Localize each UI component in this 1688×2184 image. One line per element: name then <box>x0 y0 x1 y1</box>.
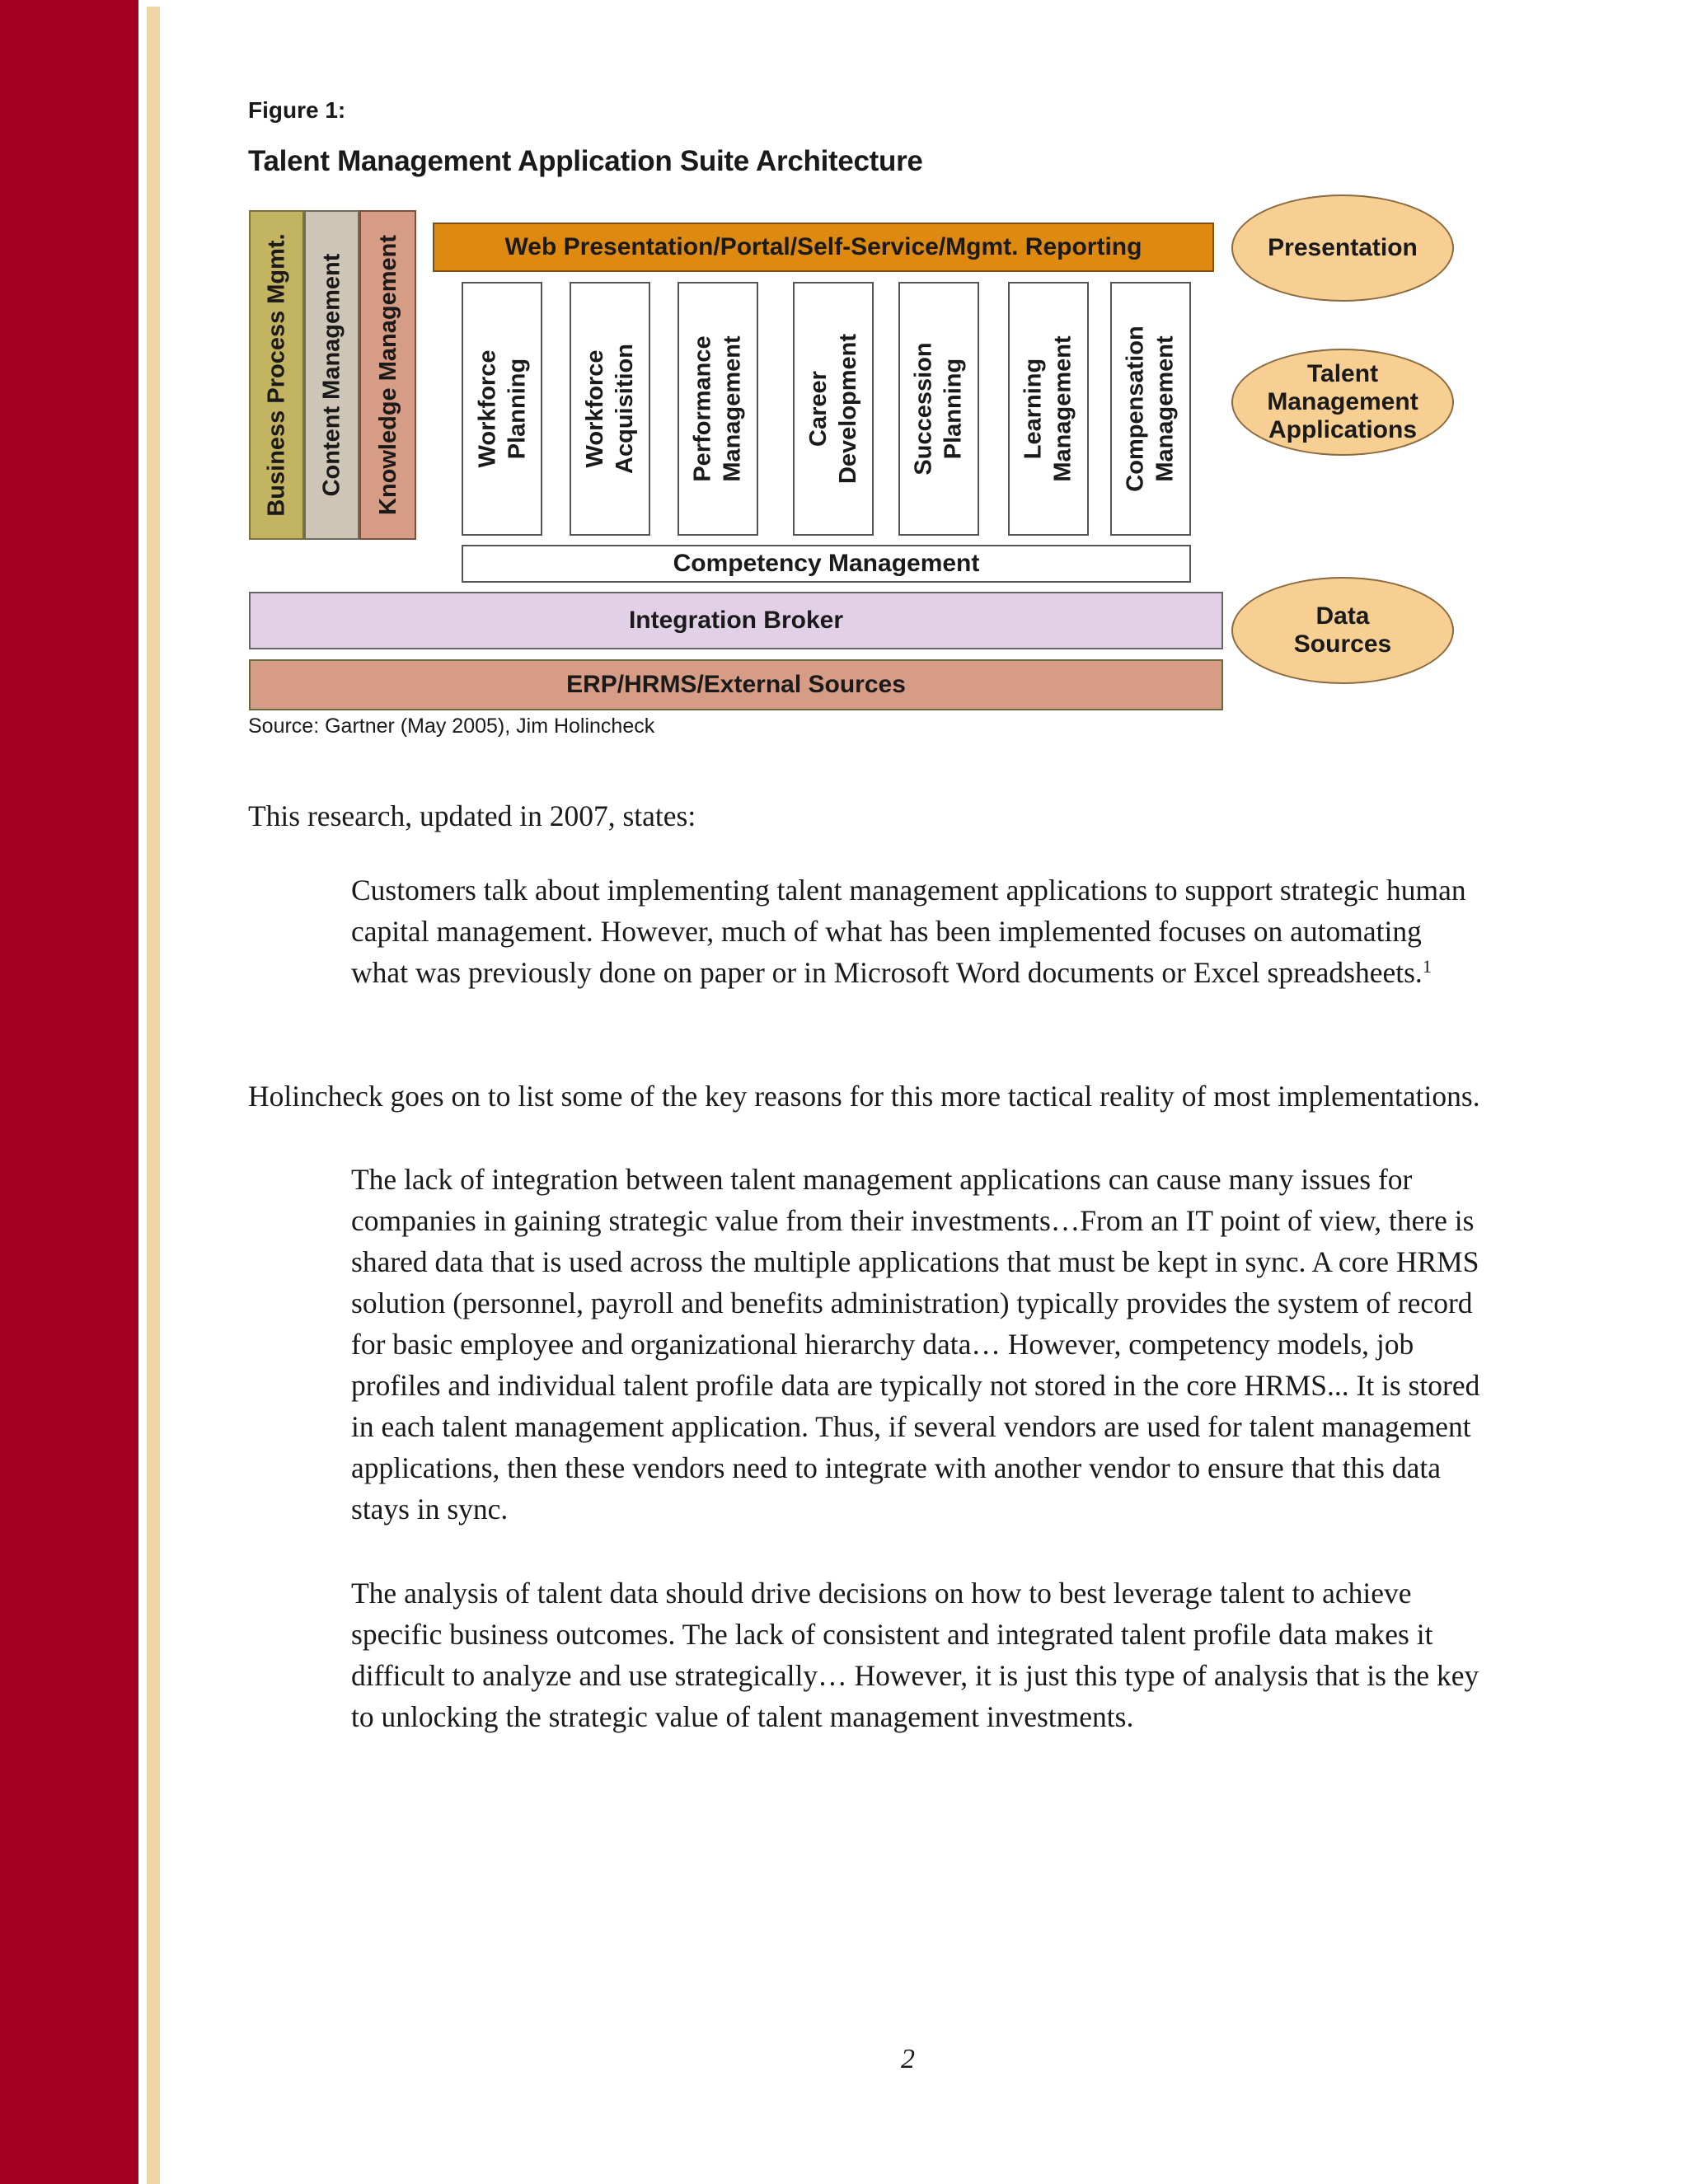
quote-1-text: Customers talk about implementing talent management applications to support strategic human capital management. However, much of what has been implemented focuses on automating what was previously done on paper or in Microsoft Word documents or Excel spreadsheets. <box>351 874 1466 989</box>
side-column-label: Content Management <box>318 253 345 497</box>
app-label: Performance Management <box>690 335 746 482</box>
app-label: Workforce Planning <box>474 349 531 468</box>
app-succession-planning <box>898 282 979 536</box>
erp-sources-bar: ERP/HRMS/External Sources <box>249 659 1223 710</box>
oval-data-sources: Data Sources <box>1231 577 1454 684</box>
web-presentation-bar: Web Presentation/Portal/Self-Service/Mgmt. Reporting <box>433 223 1214 272</box>
side-column-knowledge-management <box>359 210 416 540</box>
app-compensation-management <box>1110 282 1191 536</box>
left-beige-stripe <box>147 7 160 2184</box>
app-label: Succession Planning <box>911 342 967 476</box>
oval-talent-management-applications: Talent Management Applications <box>1231 349 1454 456</box>
figure-label: Figure 1: <box>248 97 346 123</box>
left-red-band <box>0 0 138 2184</box>
app-career-development <box>793 282 874 536</box>
app-label: Career Development <box>805 333 862 485</box>
side-column-business-process <box>249 210 304 540</box>
integration-broker-bar: Integration Broker <box>249 592 1223 649</box>
side-column-content-management <box>304 210 359 540</box>
app-label: Compensation Management <box>1123 326 1179 492</box>
app-label: Learning Management <box>1020 335 1077 482</box>
quote-block-2: The lack of integration between talent management applications can cause many issues for companies in gaining strategic value from their investments…From an IT point of view, there is shared data that is used across the multiple applications that must be kept in sync. A core HRMS solution (personnel, payroll and benefits administration) typically provides the system of record for basic employee and organizational hierarchy data… However, competency models, job profiles and individual talent profile data are typically not stored in the core HRMS... It is stored in each talent management application. Thus, if several vendors are used for talent management applications, then these vendors need to integrate with another vendor to ensure that this data stays in sync. <box>351 1163 1480 1526</box>
side-column-label: Business Process Mgmt. <box>263 233 290 517</box>
app-label: Workforce Acquisition <box>582 344 639 474</box>
page-number: 2 <box>901 2044 915 2074</box>
side-column-label: Knowledge Management <box>374 235 401 515</box>
architecture-diagram <box>247 165 1459 733</box>
figure-title: Talent Management Application Suite Architecture <box>248 145 923 177</box>
oval-presentation: Presentation <box>1231 194 1454 302</box>
app-workforce-planning <box>462 282 542 536</box>
competency-management-bar: Competency Management <box>462 545 1191 583</box>
figure-source: Source: Gartner (May 2005), Jim Holincheck <box>248 715 655 738</box>
app-performance-management <box>678 282 758 536</box>
app-learning-management <box>1008 282 1089 536</box>
footnote-ref: 1 <box>1422 956 1432 977</box>
quote-block-1 <box>351 869 1480 993</box>
holincheck-paragraph: Holincheck goes on to list some of the key reasons for this more tactical reality of most implementations. <box>248 1080 1480 1113</box>
app-workforce-acquisition <box>570 282 650 536</box>
quote-block-3: The analysis of talent data should drive decisions on how to best leverage talent to achieve specific business outcomes. The lack of consistent and integrated talent profile data makes it difficult to analyze and use strategically… However, it is just this type of analysis that is the key to unlocking the strategic value of talent management investments. <box>351 1577 1479 1733</box>
intro-paragraph: This research, updated in 2007, states: <box>248 799 696 832</box>
